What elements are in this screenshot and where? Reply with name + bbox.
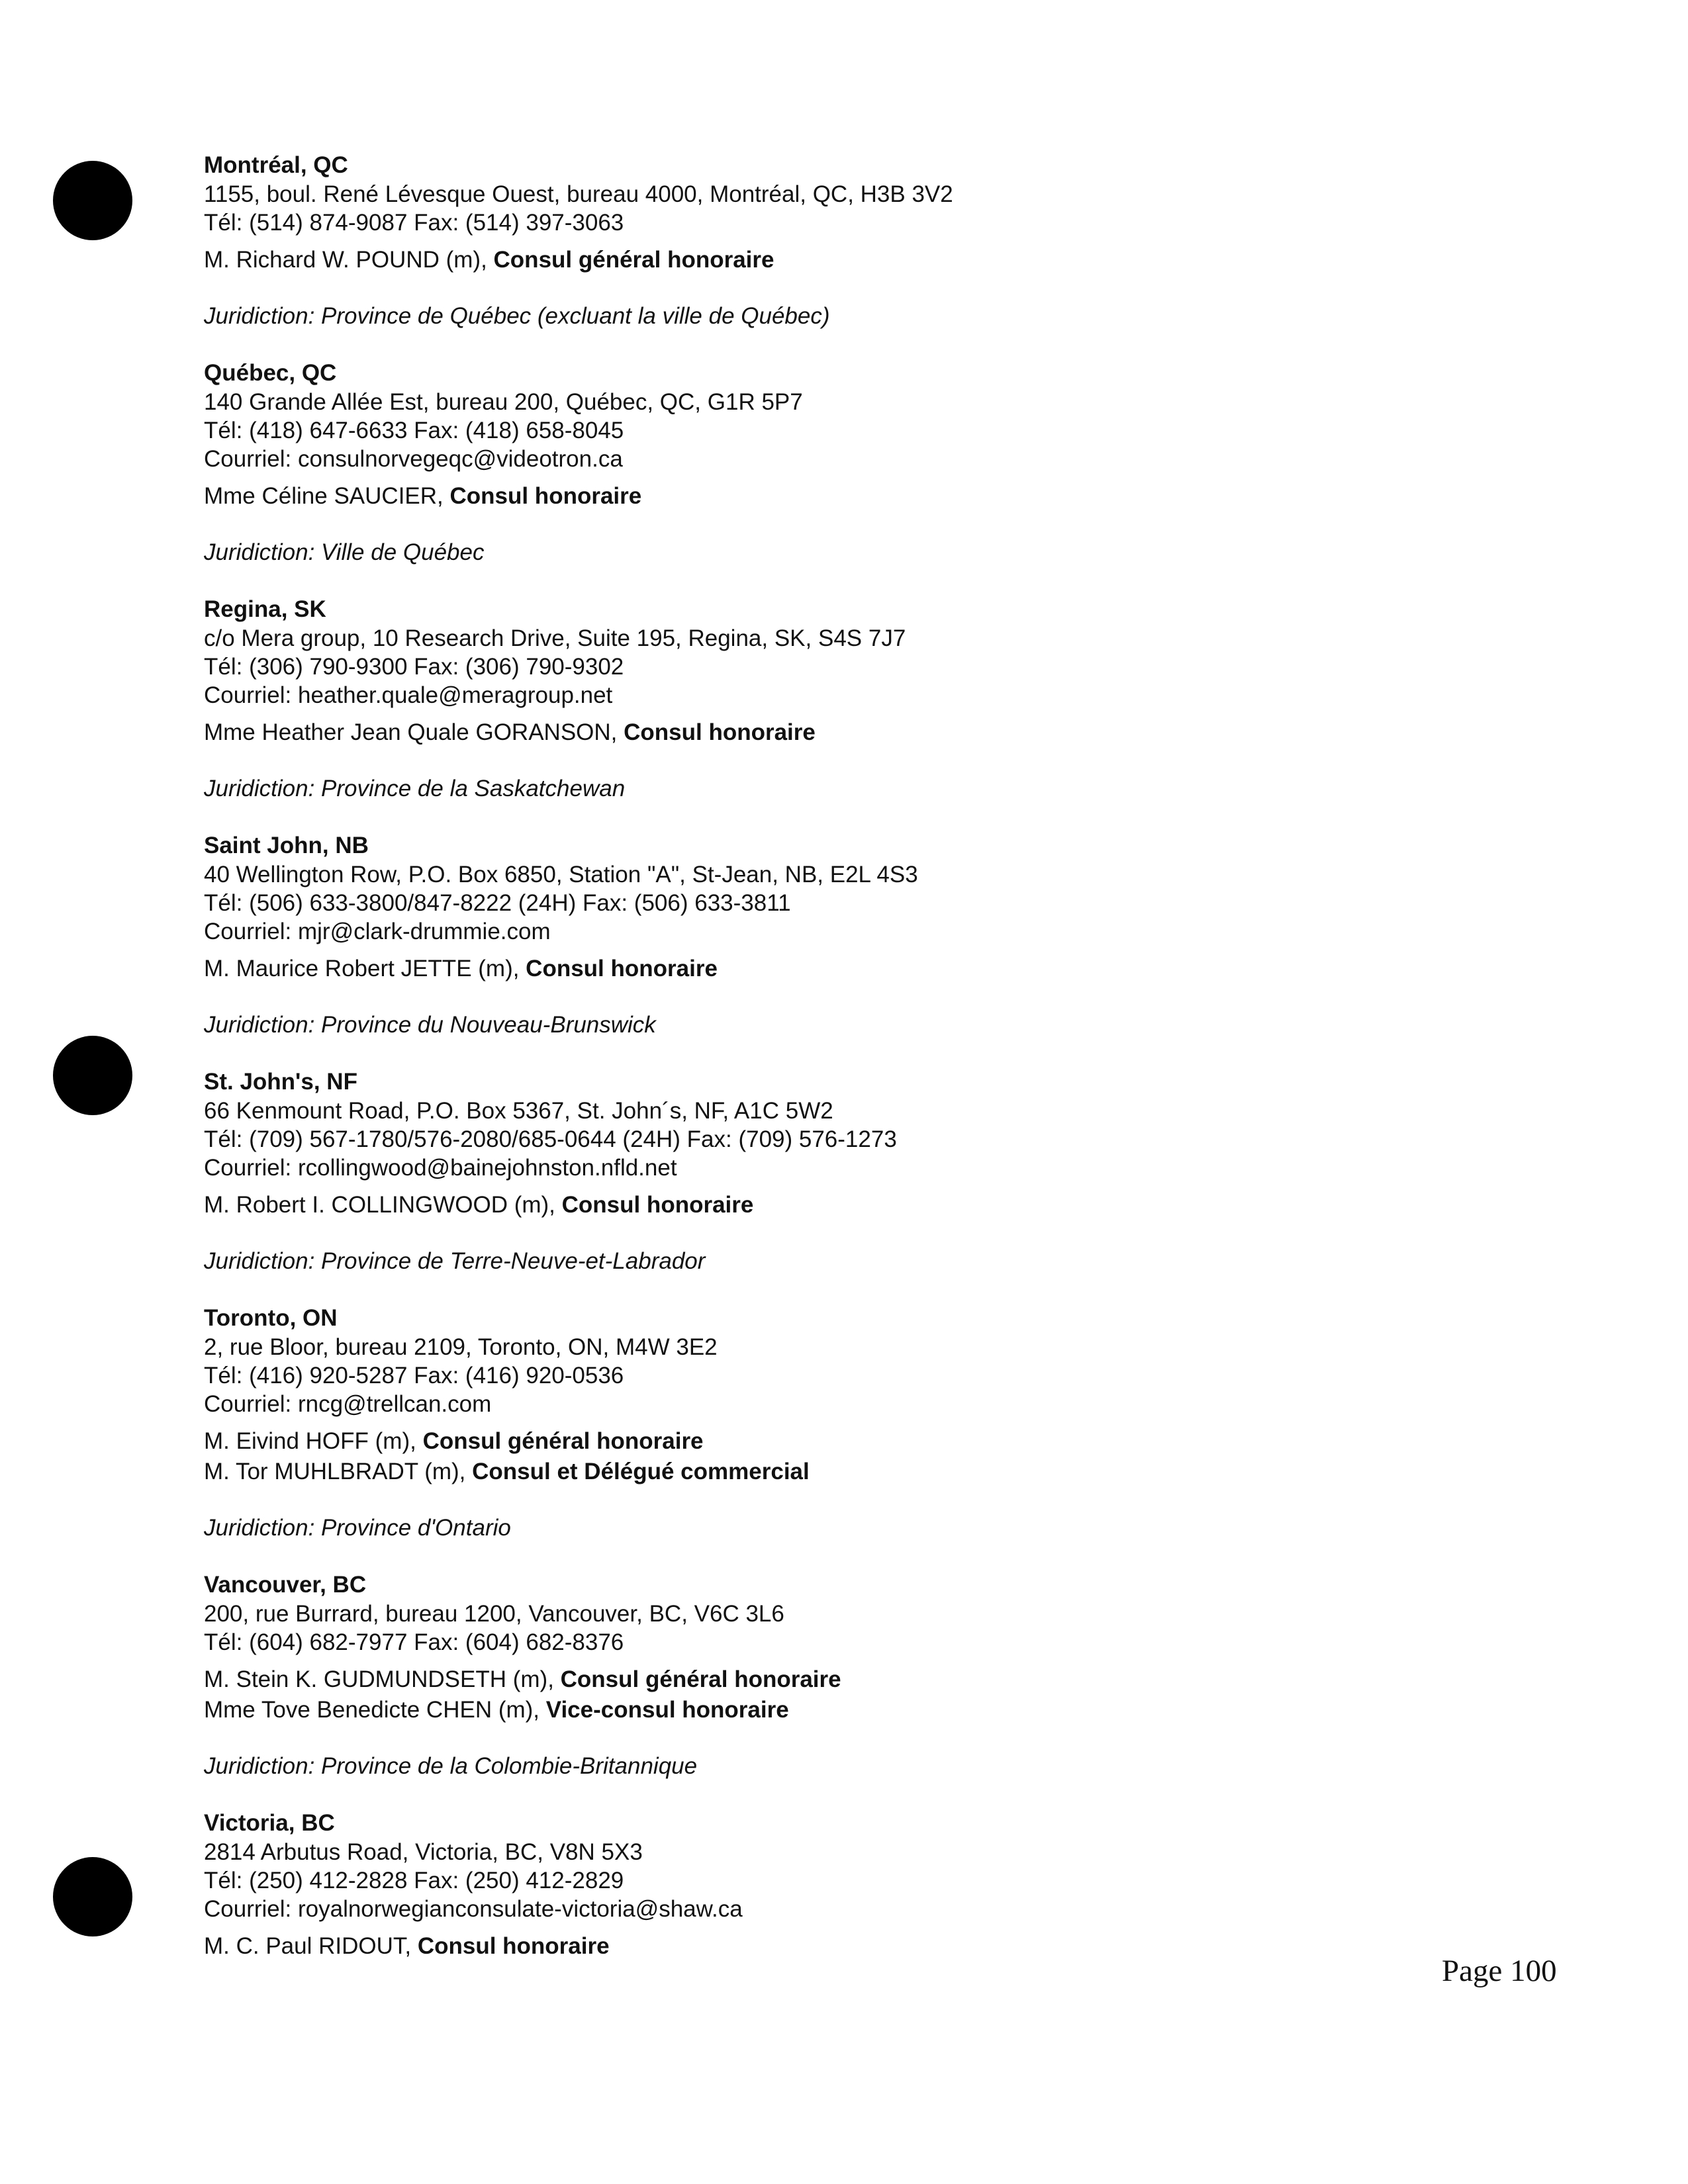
- entry-contact-line: Tél: (709) 567-1780/576-2080/685-0644 (24H) Fax: (709) 576-1273: [204, 1126, 897, 1152]
- entry-address: 40 Wellington Row, P.O. Box 6850, Station "A", St-Jean, NB, E2L 4S3: [204, 862, 918, 887]
- entry-jurisdiction: Juridiction: Province de la Saskatchewan: [204, 776, 626, 801]
- consulate-entry: [204, 1068, 1429, 1276]
- consulate-entry: [204, 1809, 1429, 1962]
- official-title: Consul honoraire: [561, 1192, 754, 1218]
- binder-hole-bottom: [53, 1857, 132, 1936]
- entry-address: 2814 Arbutus Road, Victoria, BC, V8N 5X3: [204, 1839, 643, 1865]
- entry-jurisdiction: Juridiction: Province d'Ontario: [204, 1515, 511, 1541]
- official-name: M. Maurice Robert JETTE (m),: [204, 956, 526, 981]
- entry-officials: [204, 717, 1429, 748]
- entry-official: [204, 1931, 1429, 1962]
- entry-officials: [204, 954, 1429, 984]
- entry-contact-line: Tél: (306) 790-9300 Fax: (306) 790-9302: [204, 654, 624, 680]
- entry-official: [204, 1190, 1429, 1220]
- consulate-entry: [204, 359, 1429, 567]
- entry-officials: [204, 1190, 1429, 1220]
- official-title: Consul et Délégué commercial: [472, 1459, 810, 1484]
- entry-official: [204, 245, 1429, 275]
- entry-contact-line: Tél: (250) 412-2828 Fax: (250) 412-2829: [204, 1868, 624, 1893]
- entry-address: 140 Grande Allée Est, bureau 200, Québec, QC, G1R 5P7: [204, 389, 803, 415]
- official-title: Consul honoraire: [624, 719, 816, 745]
- official-title: Vice-consul honoraire: [545, 1697, 789, 1723]
- entry-jurisdiction: Juridiction: Province de la Colombie-Britannique: [204, 1753, 698, 1779]
- page-number: Page 100: [1442, 1954, 1557, 1988]
- entry-city: Toronto, ON: [204, 1305, 338, 1331]
- entry-officials: [204, 1664, 1429, 1725]
- binder-hole-top: [53, 161, 132, 240]
- official-name: Mme Heather Jean Quale GORANSON,: [204, 719, 624, 745]
- entry-city: St. John's, NF: [204, 1069, 357, 1095]
- entry-official: [204, 1426, 1429, 1457]
- entry-jurisdiction: Juridiction: Province de Terre-Neuve-et-Labrador: [204, 1248, 706, 1274]
- entry-contact-line: Tél: (416) 920-5287 Fax: (416) 920-0536: [204, 1363, 624, 1388]
- entry-official: [204, 954, 1429, 984]
- entry-official: [204, 1664, 1429, 1695]
- entry-contact-line: Courriel: rncg@trellcan.com: [204, 1391, 492, 1417]
- entry-city: Saint John, NB: [204, 833, 369, 858]
- official-name: M. Tor MUHLBRADT (m),: [204, 1459, 473, 1484]
- official-title: Consul honoraire: [449, 483, 642, 509]
- official-name: M. C. Paul RIDOUT,: [204, 1933, 418, 1959]
- entry-city: Montréal, QC: [204, 152, 348, 178]
- entry-city: Regina, SK: [204, 596, 326, 622]
- entry-official: [204, 1695, 1429, 1725]
- official-title: Consul général honoraire: [493, 247, 774, 273]
- entry-address: 66 Kenmount Road, P.O. Box 5367, St. John´s, NF, A1C 5W2: [204, 1098, 833, 1124]
- entry-contact-line: Tél: (514) 874-9087 Fax: (514) 397-3063: [204, 210, 624, 236]
- binder-hole-middle: [53, 1036, 132, 1115]
- entry-officials: [204, 1931, 1429, 1962]
- official-title: Consul honoraire: [526, 956, 718, 981]
- entry-address: 1155, boul. René Lévesque Ouest, bureau 4000, Montréal, QC, H3B 3V2: [204, 181, 953, 207]
- entry-official: [204, 1457, 1429, 1487]
- official-title: Consul général honoraire: [422, 1428, 704, 1454]
- entry-contact-line: Courriel: rcollingwood@bainejohnston.nfld.net: [204, 1155, 677, 1181]
- entry-contact-line: Tél: (418) 647-6633 Fax: (418) 658-8045: [204, 418, 624, 443]
- entry-officials: [204, 245, 1429, 275]
- entry-contact-line: Courriel: mjr@clark-drummie.com: [204, 919, 551, 944]
- entry-city: Victoria, BC: [204, 1810, 335, 1836]
- entry-city: Québec, QC: [204, 360, 337, 386]
- entry-officials: [204, 481, 1429, 512]
- entry-address: 200, rue Burrard, bureau 1200, Vancouver, BC, V6C 3L6: [204, 1601, 784, 1627]
- consulate-entry: [204, 1304, 1429, 1543]
- official-name: Mme Tove Benedicte CHEN (m),: [204, 1697, 546, 1723]
- entry-official: [204, 481, 1429, 512]
- official-name: M. Stein K. GUDMUNDSETH (m),: [204, 1666, 561, 1692]
- consulate-entry: [204, 831, 1429, 1040]
- consulate-entry: [204, 595, 1429, 803]
- entry-address: 2, rue Bloor, bureau 2109, Toronto, ON, M4W 3E2: [204, 1334, 718, 1360]
- entry-official: [204, 717, 1429, 748]
- entry-officials: [204, 1426, 1429, 1487]
- consulate-entry: [204, 1570, 1429, 1781]
- entry-jurisdiction: Juridiction: Province du Nouveau-Brunswick: [204, 1012, 656, 1038]
- entry-address: c/o Mera group, 10 Research Drive, Suite 195, Regina, SK, S4S 7J7: [204, 625, 906, 651]
- consulate-entry: [204, 151, 1429, 331]
- entry-contact-line: Courriel: royalnorwegianconsulate-victoria@shaw.ca: [204, 1896, 743, 1922]
- official-name: Mme Céline SAUCIER,: [204, 483, 450, 509]
- official-title: Consul général honoraire: [560, 1666, 841, 1692]
- entry-contact-line: Tél: (604) 682-7977 Fax: (604) 682-8376: [204, 1629, 624, 1655]
- entry-jurisdiction: Juridiction: Province de Québec (excluant la ville de Québec): [204, 303, 830, 329]
- entry-contact-line: Courriel: heather.quale@meragroup.net: [204, 682, 613, 708]
- official-title: Consul honoraire: [417, 1933, 610, 1959]
- official-name: M. Robert I. COLLINGWOOD (m),: [204, 1192, 562, 1218]
- entry-jurisdiction: Juridiction: Ville de Québec: [204, 539, 485, 565]
- entry-city: Vancouver, BC: [204, 1572, 367, 1598]
- official-name: M. Eivind HOFF (m),: [204, 1428, 423, 1454]
- entry-contact-line: Courriel: consulnorvegeqc@videotron.ca: [204, 446, 623, 472]
- entry-contact-line: Tél: (506) 633-3800/847-8222 (24H) Fax: (506) 633-3811: [204, 890, 791, 916]
- consulate-listing: [204, 151, 1429, 1962]
- official-name: M. Richard W. POUND (m),: [204, 247, 494, 273]
